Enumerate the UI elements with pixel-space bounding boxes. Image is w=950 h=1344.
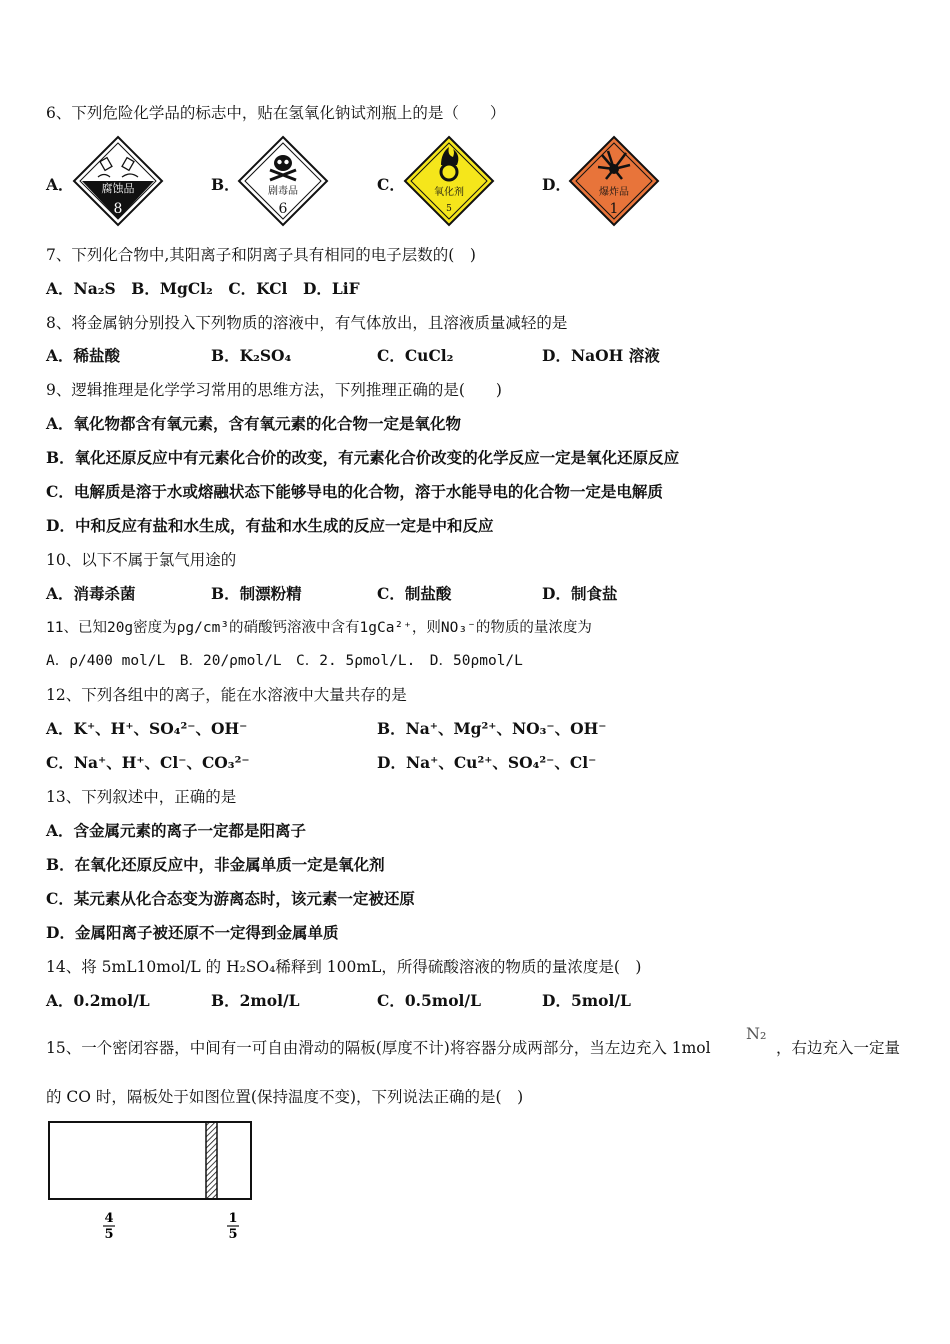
sliding-partition <box>206 1122 217 1199</box>
q11-stem: 11、已知20g密度为ρg/cm³的硝酸钙溶液中含有1gCa²⁺，则NO₃⁻的物质的量浓度为 <box>46 620 592 636</box>
oxidizer-number: 5 <box>446 204 452 214</box>
q15-stem-part1: 15、一个密闭容器，中间有一可自由滑动的隔板(厚度不计)将容器分成两部分，当左边充入 1mol <box>46 1039 711 1057</box>
q13-option-a: A．含金属元素的离子一定都是阳离子 <box>46 821 307 840</box>
q8-option-c: C．CuCl₂ <box>377 346 454 365</box>
q6-option-d-letter: D． <box>542 175 571 194</box>
q6-option-b-letter: B． <box>211 175 240 194</box>
corrosive-label: 腐蚀品 <box>101 182 135 195</box>
q12-option-a: A．K⁺、H⁺、SO₄²⁻、OH⁻ <box>46 719 248 738</box>
q9-stem: 9、逻辑推理是化学学习常用的思维方法，下列推理正确的是( ) <box>46 381 502 399</box>
q13-option-c: C．某元素从化合态变为游离态时，该元素一定被还原 <box>46 889 415 908</box>
left-fraction-numerator: 4 <box>104 1211 114 1226</box>
q6-stem: 6、下列危险化学品的标志中，贴在氢氧化钠试剂瓶上的是（ ） <box>46 104 506 122</box>
q15-stem-line2: 的 CO 时，隔板处于如图位置(保持温度不变)，下列说法正确的是( ) <box>46 1088 524 1106</box>
container-diagram <box>47 1120 257 1240</box>
q9-option-c: C．电解质是溶于水或熔融状态下能够导电的化合物，溶于水能导电的化合物一定是电解质 <box>46 482 663 501</box>
explosive-label: 爆炸品 <box>599 187 629 198</box>
q8-option-d: D．NaOH 溶液 <box>542 346 660 365</box>
q10-option-b: B．制漂粉精 <box>211 584 302 603</box>
q14-option-c: C．0.5mol/L <box>377 991 481 1010</box>
q15-stem-part2: ，右边充入一定量 <box>776 1039 901 1057</box>
q7-options: A．Na₂S B．MgCl₂ C．KCl D．LiF <box>46 279 360 298</box>
toxic-number: 6 <box>278 201 288 217</box>
q9-option-a: A．氧化物都含有氧元素，含有氧元素的化合物一定是氧化物 <box>46 414 462 433</box>
q12-option-b: B．Na⁺、Mg²⁺、NO₃⁻、OH⁻ <box>377 719 607 738</box>
q14-stem: 14、将 5mL10mol/L 的 H₂SO₄稀释到 100mL，所得硫酸溶液的物质的量浓度是( ) <box>46 958 642 976</box>
q12-option-c: C．Na⁺、H⁺、Cl⁻、CO₃²⁻ <box>46 753 250 772</box>
toxic-label: 剧毒品 <box>268 186 298 197</box>
q13-option-d: D．金属阳离子被还原不一定得到金属单质 <box>46 923 339 942</box>
q13-stem: 13、下列叙述中，正确的是 <box>46 788 237 806</box>
q14-option-b: B．2mol/L <box>211 991 300 1010</box>
q10-option-c: C．制盐酸 <box>377 584 452 603</box>
q10-stem: 10、以下不属于氯气用途的 <box>46 551 237 569</box>
right-fraction-denominator: 5 <box>228 1227 238 1240</box>
q7-stem: 7、下列化合物中,其阳离子和阴离子具有相同的电子层数的( ) <box>46 246 476 264</box>
q14-option-a: A．0.2mol/L <box>46 991 150 1010</box>
q8-stem: 8、将金属钠分别投入下列物质的溶液中，有气体放出，且溶液质量减轻的是 <box>46 314 568 332</box>
q12-option-d: D．Na⁺、Cu²⁺、SO₄²⁻、Cl⁻ <box>377 753 597 772</box>
q8-option-a: A．稀盐酸 <box>46 346 121 365</box>
toxic-sign <box>237 135 329 227</box>
q11-options: A．ρ/400 mol/L B．20/ρmol/L C．2. 5ρmol/L. D．50ρmol/L <box>46 653 523 669</box>
right-fraction-numerator: 1 <box>228 1211 238 1226</box>
q6-option-a-letter: A． <box>46 175 74 194</box>
q10-option-d: D．制食盐 <box>542 584 618 603</box>
left-fraction-denominator: 5 <box>104 1227 114 1240</box>
q8-option-b: B．K₂SO₄ <box>211 346 292 365</box>
q13-option-b: B．在氧化还原反应中，非金属单质一定是氧化剂 <box>46 855 385 874</box>
q6-option-c-letter: C． <box>377 175 405 194</box>
q14-option-d: D．5mol/L <box>542 991 631 1010</box>
q10-option-a: A．消毒杀菌 <box>46 584 136 603</box>
corrosive-sign <box>72 135 164 227</box>
explosive-sign <box>568 135 660 227</box>
oxidizer-sign <box>403 135 495 227</box>
explosive-number: 1 <box>609 201 619 217</box>
q12-stem: 12、下列各组中的离子，能在水溶液中大量共存的是 <box>46 686 407 704</box>
oxidizer-label: 氧化剂 <box>434 187 464 198</box>
q15-n2-formula: N₂ <box>746 1024 767 1043</box>
container-box <box>49 1122 251 1199</box>
q9-option-b: B．氧化还原反应中有元素化合价的改变，有元素化合价改变的化学反应一定是氧化还原反应 <box>46 448 680 467</box>
q9-option-d: D．中和反应有盐和水生成，有盐和水生成的反应一定是中和反应 <box>46 516 494 535</box>
corrosive-number: 8 <box>113 201 123 217</box>
